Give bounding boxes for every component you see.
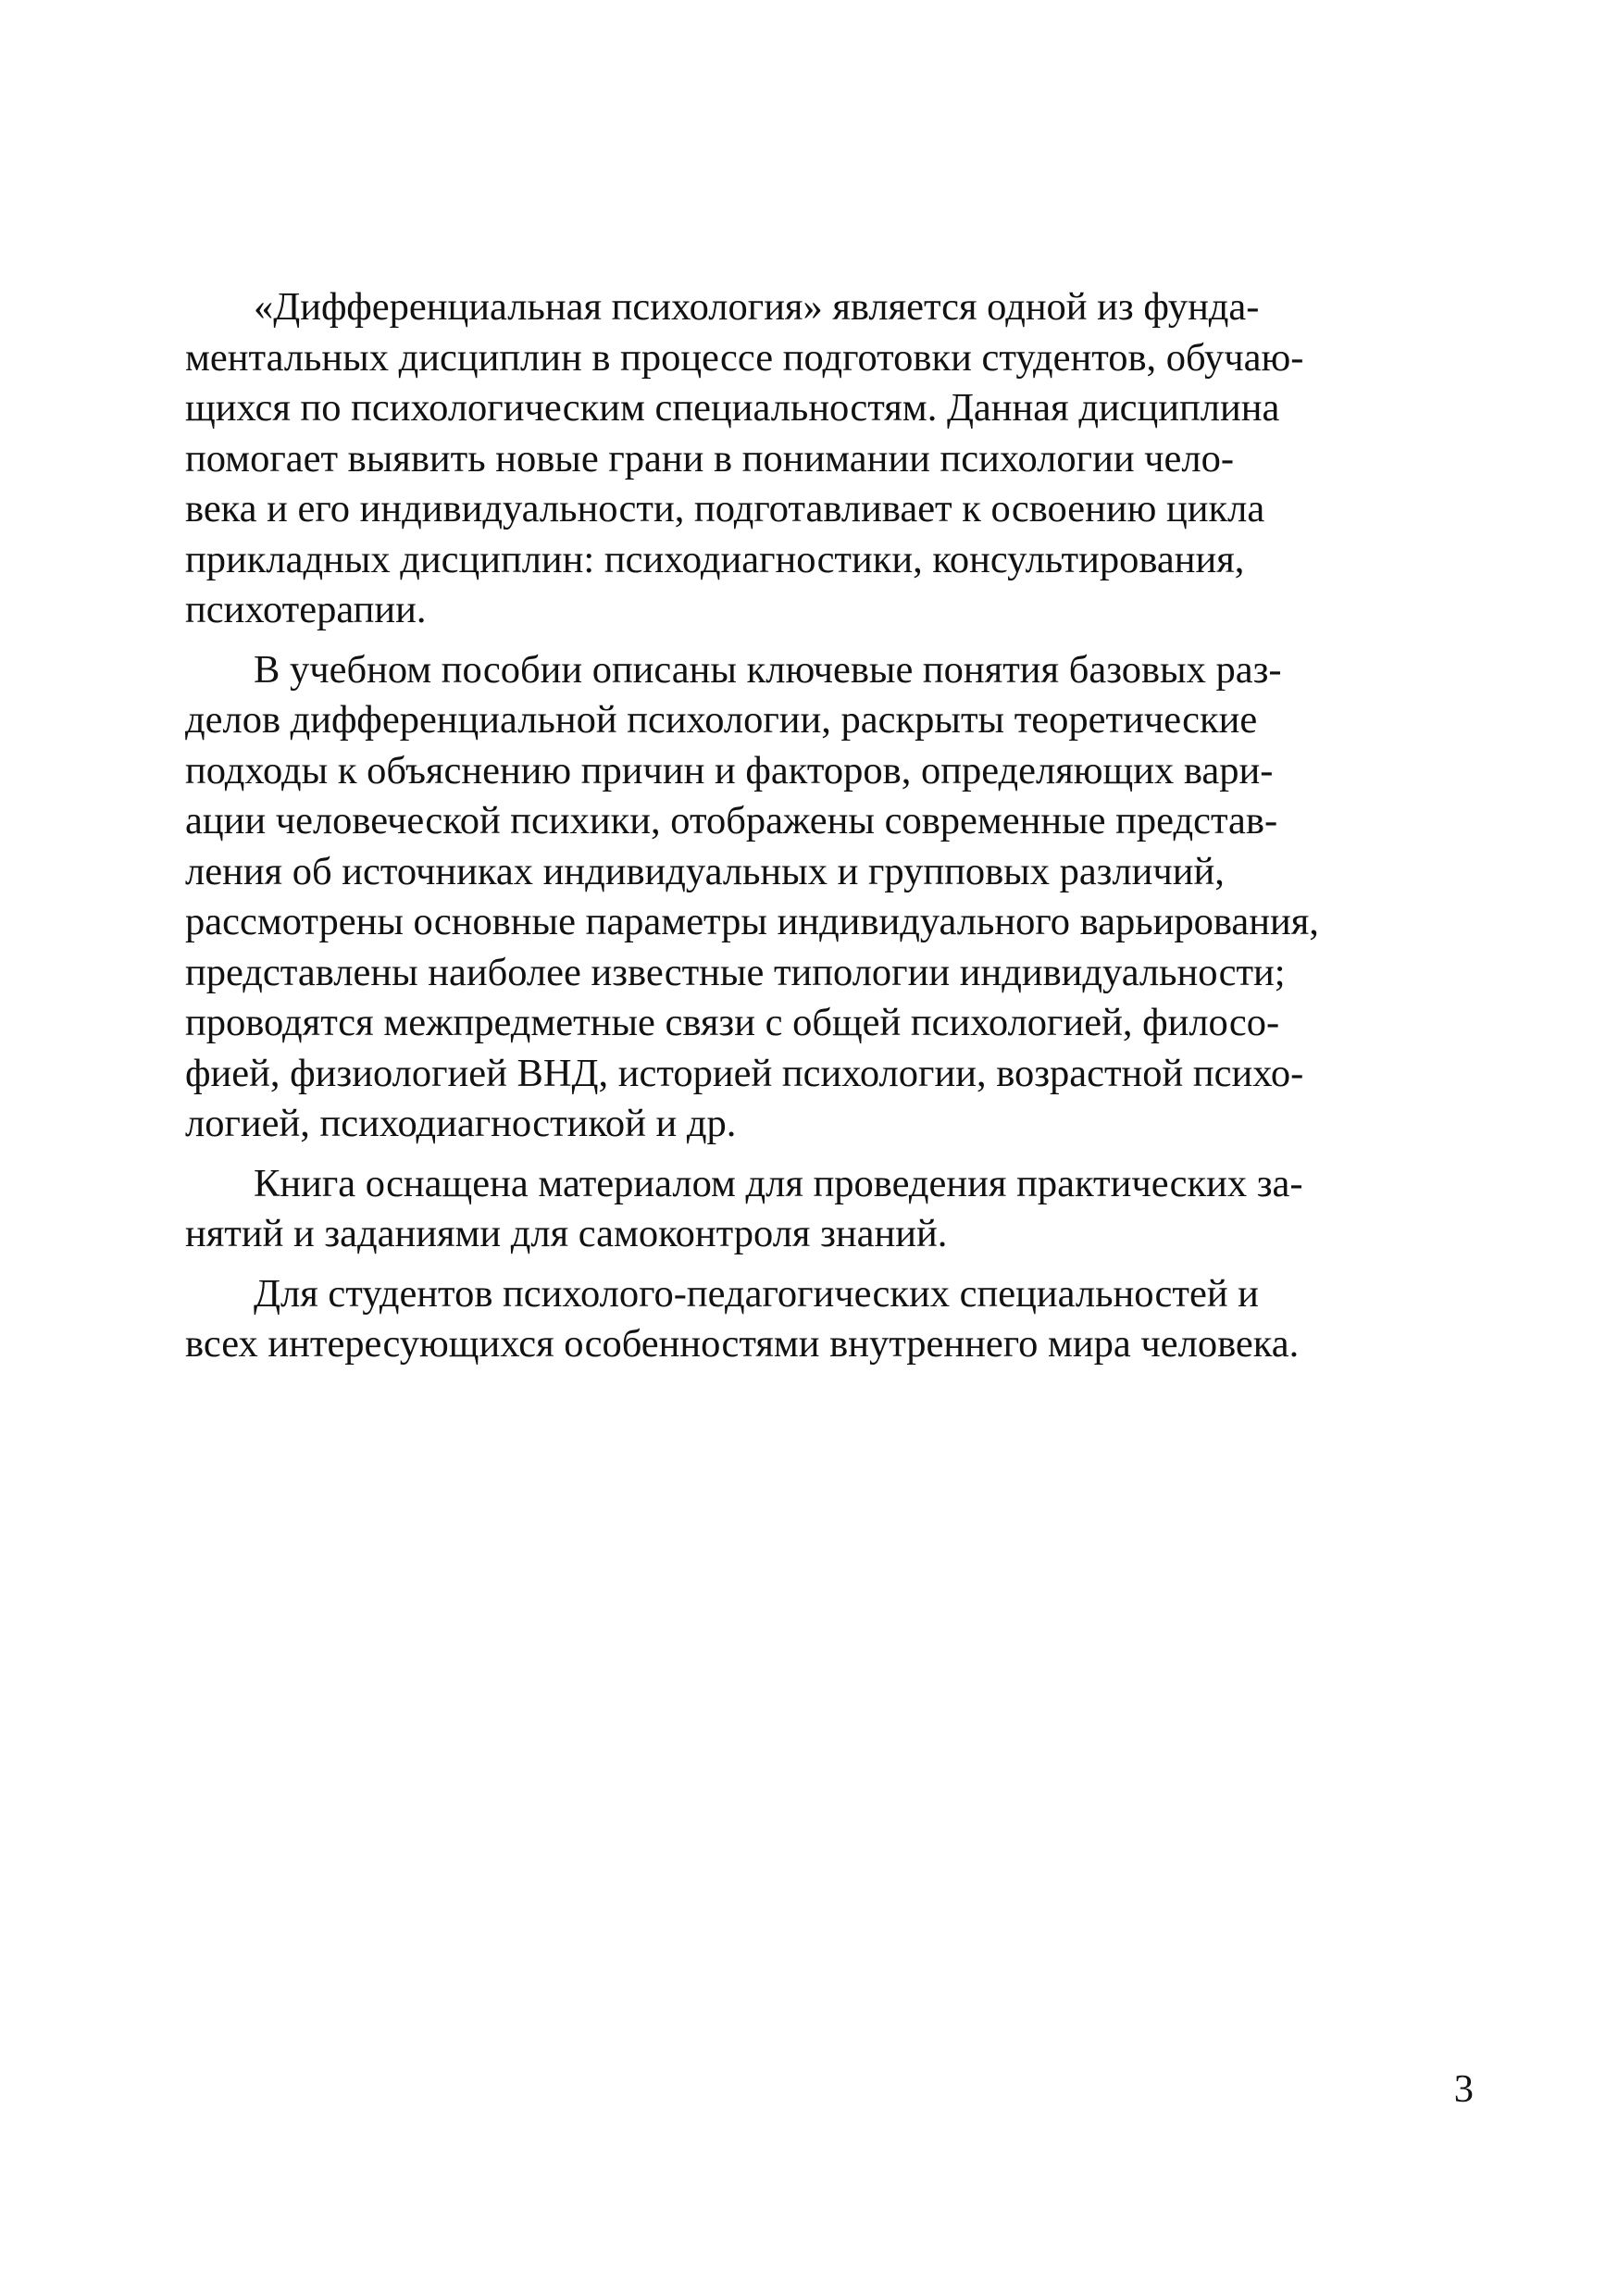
paragraph-audience: Для студентов психолого-педагогических специальностей и всех интересующихся особенностями внутреннего мира человека. bbox=[185, 1271, 1300, 1366]
body-text bbox=[185, 282, 1474, 1379]
paragraph-practice: Книга оснащена материалом для проведения практических за- нятий и заданиями для самоконтроля знаний. bbox=[185, 1161, 1303, 1255]
paragraph-intro: «Дифференциальная психология» является одной из фунда- ментальных дисциплин в процессе подготовки студентов, обучаю- щихся по психологическим специальностям. Данная дисциплина помогает выявить новые грани в понимании психологии чело- века и его индивидуальности, подготавливает к освоению цикла прикладных дисциплин: психодиагностики, консультирования, психотерапии. bbox=[185, 285, 1304, 631]
paragraph-contents: В учебном пособии описаны ключевые понятия базовых раз- делов дифференциальной психологии, раскрыты теоретические подходы к объяснению причин и факторов, определяющих вари- ации человеческой психики, отображены современные представ- ления об источниках индивидуальных и групповых различий, рассмотрены основные параметры индивидуального варьирования, представлены наиболее известные типологии индивидуальности; проводятся межпредметные связи с общей психологией, филосо- фией, физиологией ВНД, историей психологии, возрастной психо- логией, психодиагностикой и др. bbox=[185, 647, 1319, 1145]
page-number: 3 bbox=[1453, 2067, 1474, 2111]
